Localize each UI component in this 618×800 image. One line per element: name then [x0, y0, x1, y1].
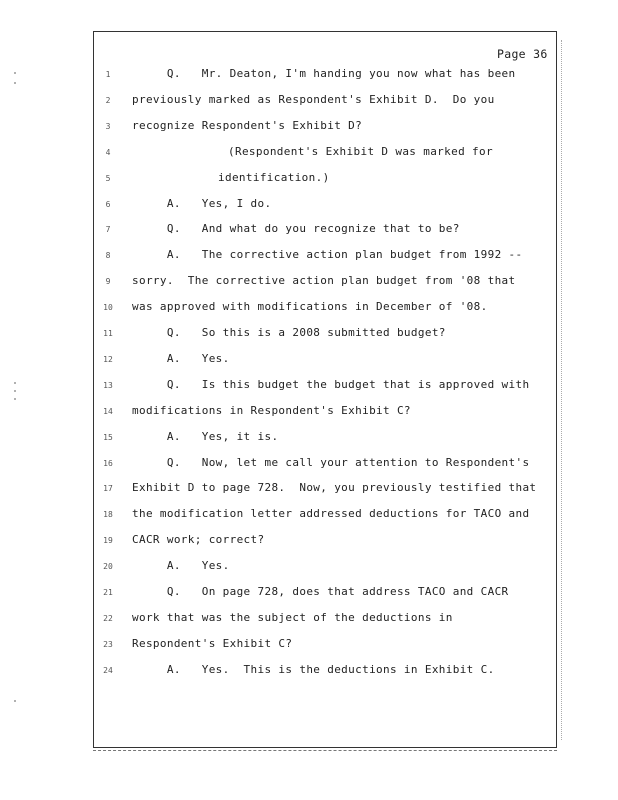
- transcript-line: [0, 637, 618, 655]
- line-number: 5: [105, 173, 111, 183]
- line-text: Respondent's Exhibit C?: [132, 636, 293, 650]
- transcript-line: [0, 507, 618, 525]
- transcript-line: [0, 197, 618, 215]
- line-text: Exhibit D to page 728. Now, you previously testified that: [132, 481, 537, 495]
- line-number: 16: [103, 458, 113, 468]
- transcript-line: [0, 611, 618, 629]
- line-number: 19: [103, 536, 113, 546]
- transcript-line: [0, 404, 618, 422]
- line-text: identification.): [218, 170, 330, 184]
- line-number: 15: [103, 432, 113, 442]
- transcript-line: [0, 533, 618, 551]
- line-text: A. Yes, I do.: [132, 196, 272, 210]
- transcript-line: [0, 378, 618, 396]
- transcript-line: [0, 326, 618, 344]
- line-number: 18: [103, 510, 113, 520]
- transcript-line: [0, 481, 618, 499]
- line-number: 22: [103, 613, 113, 623]
- line-number: 24: [103, 665, 113, 675]
- line-number: 21: [103, 588, 113, 597]
- line-text: A. Yes, it is.: [132, 429, 279, 443]
- transcript-line: [0, 119, 618, 137]
- line-text: work that was the subject of the deductions in: [132, 610, 453, 624]
- line-text: Q. Mr. Deaton, I'm handing you now what has been: [132, 67, 516, 80]
- transcript-line: [0, 67, 618, 85]
- line-number: 1: [105, 70, 111, 79]
- line-text: the modification letter addressed deductions for TACO and: [132, 507, 530, 521]
- line-text: A. Yes.: [132, 559, 230, 573]
- line-number: 3: [105, 121, 111, 131]
- right-margin-rule: [561, 40, 565, 740]
- line-text: sorry. The corrective action plan budget from '08 that: [132, 274, 516, 288]
- line-number: 20: [103, 562, 113, 572]
- line-text: Q. Is this budget the budget that is approved with: [132, 377, 530, 391]
- line-text: (Respondent's Exhibit D was marked for: [228, 144, 493, 158]
- transcript-line: [0, 559, 618, 577]
- transcript-line: [0, 93, 618, 111]
- line-number: 23: [103, 639, 113, 649]
- line-text: modifications in Respondent's Exhibit C?: [132, 403, 411, 417]
- line-number: 17: [103, 484, 113, 494]
- transcript-line: [0, 300, 618, 318]
- line-text: A. Yes. This is the deductions in Exhibit C.: [132, 662, 495, 676]
- line-number: 4: [105, 147, 111, 157]
- line-text: A. The corrective action plan budget from 1992 --: [132, 248, 523, 262]
- line-text: recognize Respondent's Exhibit D?: [132, 118, 363, 132]
- line-text: Q. And what do you recognize that to be?: [132, 222, 460, 236]
- transcript-line: [0, 456, 618, 474]
- line-text: previously marked as Respondent's Exhibit D. Do you: [132, 92, 495, 106]
- line-number: 7: [105, 225, 111, 235]
- line-number: 2: [105, 95, 111, 105]
- transcript-line: [0, 352, 618, 370]
- line-number: 11: [103, 329, 113, 338]
- line-number: 13: [103, 380, 113, 390]
- transcript-line: [0, 585, 618, 603]
- line-number: 8: [105, 251, 111, 261]
- line-number: 14: [103, 406, 113, 416]
- line-text: was approved with modifications in December of '08.: [132, 300, 488, 314]
- transcript-line: [0, 274, 618, 292]
- line-text: Q. Now, let me call your attention to Respondent's: [132, 455, 530, 469]
- line-text: Q. So this is a 2008 submitted budget?: [132, 326, 446, 339]
- transcript-line: [0, 430, 618, 448]
- page-number: Page 36: [497, 47, 548, 61]
- line-number: 6: [105, 199, 111, 209]
- transcript-line: [0, 248, 618, 266]
- line-number: 12: [103, 354, 113, 364]
- transcript-line: [0, 171, 618, 189]
- line-number: 10: [103, 303, 113, 313]
- transcript-line: [0, 663, 618, 681]
- line-number: 9: [105, 277, 111, 287]
- line-text: Q. On page 728, does that address TACO and CACR: [132, 585, 509, 598]
- bottom-rule: [93, 750, 557, 751]
- line-text: CACR work; correct?: [132, 533, 265, 547]
- line-text: A. Yes.: [132, 351, 230, 365]
- transcript-line: [0, 222, 618, 240]
- transcript-line: [0, 145, 618, 163]
